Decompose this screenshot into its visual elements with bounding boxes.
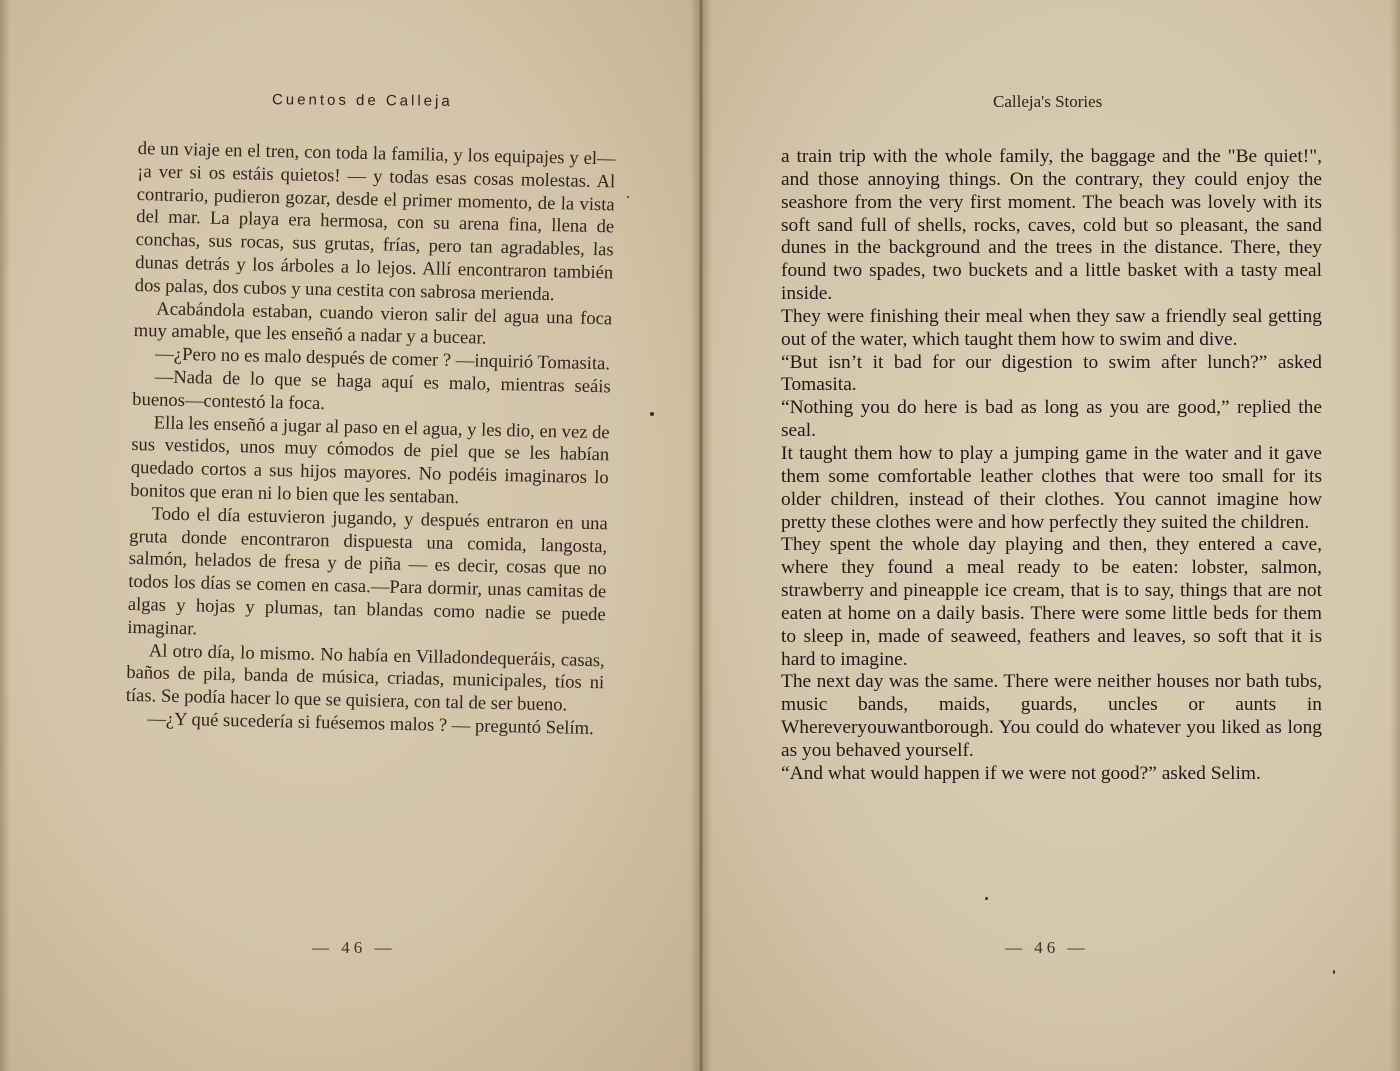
book-gutter — [690, 0, 712, 1071]
paper-speck — [627, 196, 629, 198]
left-page — [0, 0, 698, 1071]
paragraph: Todo el día estuvieron jugando, y después entraron en una gruta donde encontraron dispuesta una comida, langosta, salmón, helados de fresa y de piña — es decir, cosas que no todos los días se comen en casa.—Para dormir, unas camitas de algas y hojas y plumas, tan blandas como nadie se puede imaginar. — [127, 503, 608, 640]
paper-speck — [985, 897, 988, 900]
paragraph: It taught them how to play a jumping game in the water and it gave them some comfortable leather clothes that were too small for its older children, instead of their clothes. You cannot imagine how pretty these clothes were and how perfectly they suited the children. — [781, 442, 1322, 533]
paper-speck — [650, 412, 654, 416]
paragraph: “But isn’t it bad for our digestion to swim after lunch?” asked Tomasita. — [781, 351, 1322, 396]
paragraph: —Nada de lo que se haga aquí es malo, mientras seáis buenos—contestó la foca. — [132, 366, 611, 414]
paragraph: They spent the whole day playing and then, they entered a cave, where they found a meal ready to be eaten: lobster, salmon, strawberry and pineapple ice cream, that is to say, things that are not eaten at home on a daily basis. There were some little beds for them to sleep in, made of seaweed, feathers and leaves, so soft that it is hard to imagine. — [781, 534, 1322, 670]
paragraph: —¿Pero no es malo después de comer ? —inquirió Tomasita. — [155, 343, 611, 375]
body-text — [781, 146, 1322, 786]
running-header: Calleja's Stories — [993, 92, 1103, 111]
paragraph: a train trip with the whole family, the baggage and the "Be quiet!", and those annoying things. On the contrary, they could enjoy the seashore from the very first moment. The beach was lovely with its soft sand full of shells, rocks, caves, cold but so pleasant, the sand dunes in the background and the trees in the distance. There, they found two spades, two buckets and a little basket with a tasty meal inside. — [781, 146, 1322, 305]
paragraph: They were finishing their meal when they saw a friendly seal getting out of the water, which taught them how to swim and dive. — [781, 305, 1322, 350]
paragraph: de un viaje en el tren, con toda la familia, y los equipajes y el— ¡a ver si os estáis quietos! — y todas esas cosas molestas. Al contrario, pudieron gozar, desde el primer momento, de la vista del mar. La playa era hermosa, con su arena fina, llena de conchas, sus rocas, sus grutas, frías, pero tan agradables, las dunas detrás y los árboles a lo lejos. Allí encontraron también dos palas, dos cubos y una cestita con sabrosa merienda. — [134, 138, 616, 305]
paragraph: Al otro día, lo mismo. No había en Villadondequeráis, casas, baños de pila, banda de música, criadas, municipales, tíos ni tías. Se podía hacer lo que se quisiera, con tal de ser bueno. — [125, 639, 605, 716]
paragraph: The next day was the same. There were neither houses nor bath tubs, music bands, maids, guards, uncles or aunts in Whereveryouwantborough. You could do whatever you liked as long as you behaved yourself. — [781, 671, 1322, 761]
paragraph: Ella les enseñó a jugar al paso en el agua, y les dio, en vez de sus vestidos, unos muy cómodos de piel que se les habían quedado cortos a sus hijos mayores. No podéis imaginaros lo bonitos que eran ni lo bien que les sentaban. — [130, 411, 610, 509]
body-text — [125, 138, 616, 741]
paragraph: —¿Y qué sucedería si fuésemos malos ? — preguntó Selím. — [147, 708, 594, 740]
paragraph: Acabándola estaban, cuando vieron salir del agua una foca muy amable, que les enseñó a nadar y a bucear. — [133, 298, 613, 350]
page-number: — 46 — — [312, 938, 396, 957]
paper-speck — [1333, 970, 1335, 974]
paragraph: “And what would happen if we were not good?” asked Selim. — [781, 762, 1261, 784]
page-number: — 46 — — [1005, 938, 1089, 957]
page-edge-shadow — [1390, 0, 1400, 1071]
page-edge-shadow — [0, 0, 10, 1071]
running-header: Cuentos de Calleja — [271, 91, 453, 110]
paragraph: “Nothing you do here is bad as long as you are good,” replied the seal. — [781, 397, 1322, 442]
